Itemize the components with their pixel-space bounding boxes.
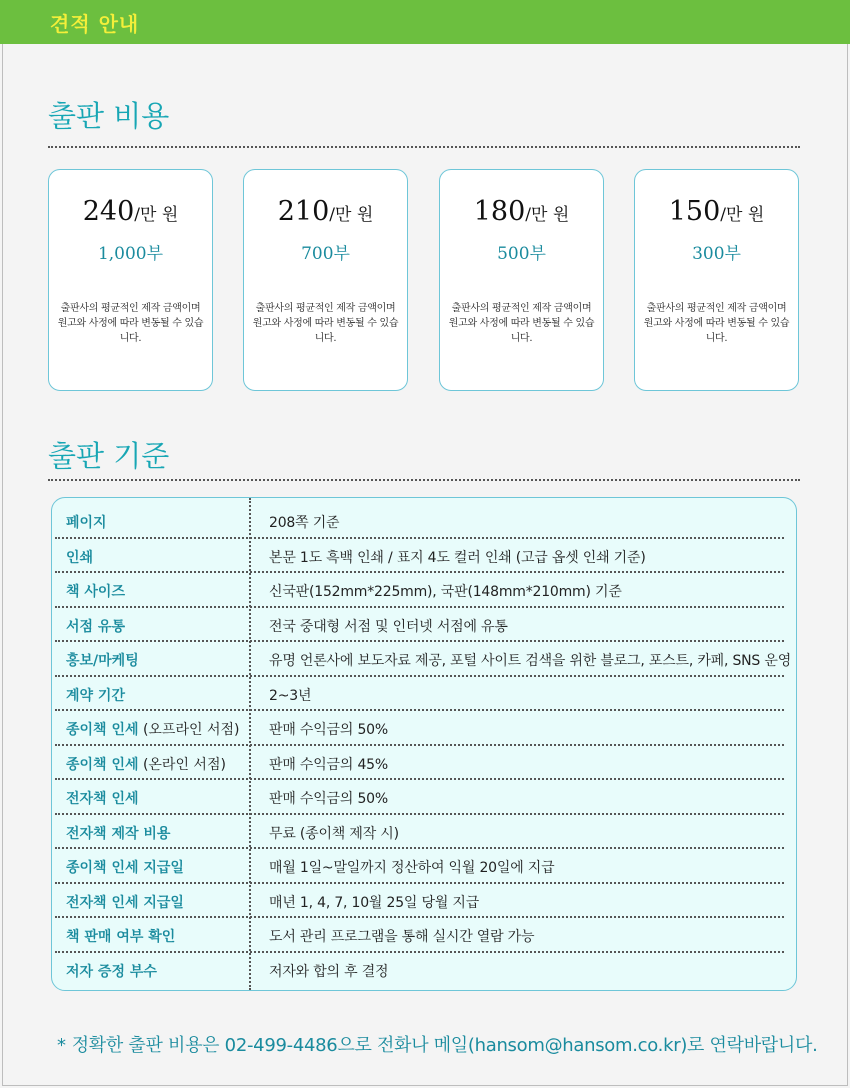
card-price-unit: /만 원: [720, 205, 765, 225]
row-label: 전자책 제작 비용: [66, 825, 171, 842]
table-row: [52, 780, 797, 815]
card-description: 출판사의 평균적인 제작 금액이며 원고와 사정에 따라 변동될 수 있습니다.: [643, 303, 790, 344]
row-value: 판매 수익금의 50%: [269, 722, 388, 738]
row-label: 계약 기간: [66, 687, 125, 704]
card-description: 출판사의 평균적인 제작 금액이며 원고와 사정에 따라 변동될 수 있습니다.: [57, 303, 204, 344]
table-row: [52, 815, 797, 850]
row-label: 종이책 인세 (온라인 서점): [66, 756, 226, 773]
row-value: 판매 수익금의 50%: [269, 791, 388, 807]
card-description: 출판사의 평균적인 제작 금액이며 원고와 사정에 따라 변동될 수 있습니다.: [252, 303, 399, 344]
table-row: [52, 849, 797, 884]
table-row: [52, 711, 797, 746]
row-label: 인쇄: [66, 549, 94, 566]
table-row: [52, 677, 797, 712]
table-row: [52, 746, 797, 781]
cost-section-divider: [48, 146, 800, 148]
note-asterisk: *: [57, 1035, 66, 1056]
card-price: [49, 196, 212, 227]
price-card: [243, 169, 408, 391]
row-value: 저자와 합의 후 결정: [269, 963, 389, 980]
row-label: 페이지: [66, 515, 107, 531]
row-label: 전자책 인세 지급일: [66, 894, 184, 911]
row-value: 매년 1, 4, 7, 10월 25일 당월 지급: [269, 894, 480, 911]
row-value: 본문 1도 흑백 인쇄 / 표지 4도 컬러 인쇄 (고급 옵셋 인쇄 기준): [269, 549, 646, 566]
row-value: 매월 1일~말일까지 정산하여 익월 20일에 지급: [269, 860, 555, 876]
header-title: 견적 안내: [50, 12, 140, 36]
criteria-table: [51, 497, 797, 991]
row-value: 전국 중대형 서점 및 인터넷 서점에 유통: [269, 618, 508, 635]
row-label: 책 판매 여부 확인: [66, 929, 176, 945]
table-row: [52, 608, 797, 643]
row-value: 2~3년: [269, 687, 312, 704]
card-copies: 300부: [692, 244, 741, 264]
price-card: [48, 169, 213, 391]
card-price-number: 210: [277, 196, 330, 227]
card-copies: 500부: [497, 244, 546, 264]
price-card: [439, 169, 604, 391]
row-label: 서점 유통: [66, 618, 125, 635]
card-price-unit: /만 원: [329, 205, 374, 225]
table-row: [52, 953, 797, 988]
card-price-number: 150: [668, 196, 721, 227]
row-value: 유명 언론사에 보도자료 제공, 포털 사이트 검색을 위한 블로그, 포스트, 카페, SNS 운영: [269, 653, 792, 669]
table-row: [52, 504, 797, 539]
card-price-number: 240: [82, 196, 135, 227]
row-value: 무료 (종이책 제작 시): [269, 825, 399, 842]
row-label: 전자책 인세: [66, 791, 139, 807]
row-label: 저자 증정 부수: [66, 963, 157, 980]
note-text: 정확한 출판 비용은 02-499-4486으로 전화나 메일(hansom@hansom.co.kr)로 연락바랍니다.: [71, 1035, 818, 1056]
row-label: 책 사이즈: [66, 584, 125, 600]
table-row: [52, 884, 797, 919]
card-price-unit: /만 원: [525, 205, 570, 225]
criteria-section-title: 출판 기준: [48, 439, 170, 473]
cost-section-title: 출판 비용: [48, 99, 170, 133]
table-row: [52, 573, 797, 608]
price-card: [634, 169, 799, 391]
card-price: [440, 196, 603, 227]
row-label: 종이책 인세 (오프라인 서점): [66, 722, 240, 738]
card-price-number: 180: [473, 196, 526, 227]
row-value: 도서 관리 프로그램을 통해 실시간 열람 가능: [269, 929, 535, 945]
table-row: [52, 918, 797, 953]
criteria-section-divider: [48, 479, 800, 481]
table-row: [52, 539, 797, 574]
card-price-unit: /만 원: [134, 205, 179, 225]
card-price: [635, 196, 798, 227]
card-price: [244, 196, 407, 227]
table-row: [52, 642, 797, 677]
contact-note: [57, 1031, 818, 1057]
row-value: 신국판(152mm*225mm), 국판(148mm*210mm) 기준: [269, 584, 622, 600]
row-value: 판매 수익금의 45%: [269, 756, 388, 773]
row-label: 종이책 인세 지급일: [66, 860, 184, 876]
card-description: 출판사의 평균적인 제작 금액이며 원고와 사정에 따라 변동될 수 있습니다.: [448, 303, 595, 344]
row-value: 208쪽 기준: [269, 515, 340, 531]
row-label: 홍보/마케팅: [66, 653, 139, 669]
header-bar: [0, 0, 850, 44]
card-copies: 700부: [301, 244, 350, 264]
card-copies: 1,000부: [97, 244, 164, 264]
